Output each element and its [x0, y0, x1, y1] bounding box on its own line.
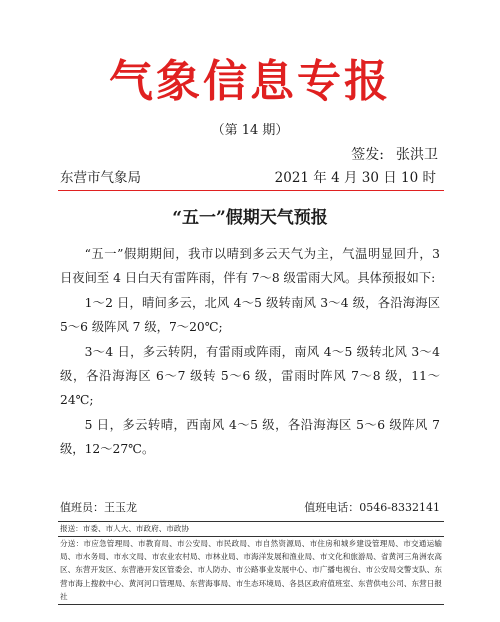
send-to-line: 报送：市委、市人大、市政府、市政协 [60, 524, 190, 533]
duty-phone: 值班电话：0546-8332141 [304, 501, 440, 514]
duty-officer: 值班员：王玉龙 [60, 501, 137, 514]
paragraph-intro: “五一”假期期间，我市以晴到多云天气为主，气温明显回升，3 日夜间至 4 日白天有雷阵雨，伴有 7～8 级雷雨大风。具体预报如下: [60, 247, 440, 286]
paragraph-day-5: 5 日，多云转晴，西南风 4～5 级，各沿海海区 5～6 级阵风 7 级，12～27℃。 [60, 417, 440, 457]
issue-datetime: 2021 年 4 月 30 日 10 时 [274, 170, 436, 186]
article-body [60, 242, 440, 462]
paragraph-day-1-2: 1～2 日，晴间多云，北风 4～5 级转南风 3～4 级，各沿海海区 5～6 级阵风 7 级，7～20℃; [60, 295, 440, 335]
footer-divider-bottom [58, 604, 444, 605]
header-divider [58, 190, 444, 191]
paragraph-day-3-4: 3～4 日，多云转阴，有雷雨或阵雨，南风 4～5 级转北风 3～4 级，各沿海海区 6～7 级转 5～6 级，雷雨时阵风 7～8 级，11～24℃; [60, 344, 440, 408]
article-title: “五一”假期天气预报 [172, 208, 328, 228]
copy-to-list: 分送：市应急管理局、市教育局、市公安局、市民政局、市自然资源局、市住房和城乡建设管理局、市交通运输局、市水务局、市水文局、市农业农村局、市林业局、市海洋发展和渔业局、市文化和旅游局、省黄河三角洲农高区、东营开发区、东营港开发区管委会、市人防办、市公路事业发展中心、市广播电视台、市公安局交警支队、东营市海上搜救中心、黄河河口管理局、东营海事局、市生态环境局、各县区政府值班室、东营供电公司、东营日报社 [60, 539, 442, 601]
issuing-agency: 东营市气象局 [60, 170, 141, 186]
footer-divider-top [58, 521, 444, 522]
signer-name: 张洪卫 [396, 147, 438, 163]
signer-line [351, 146, 438, 164]
bulletin-title: 气象信息专报 [109, 56, 391, 107]
issue-number: （第 14 期） [211, 123, 289, 138]
signer-label: 签发: [351, 147, 384, 163]
